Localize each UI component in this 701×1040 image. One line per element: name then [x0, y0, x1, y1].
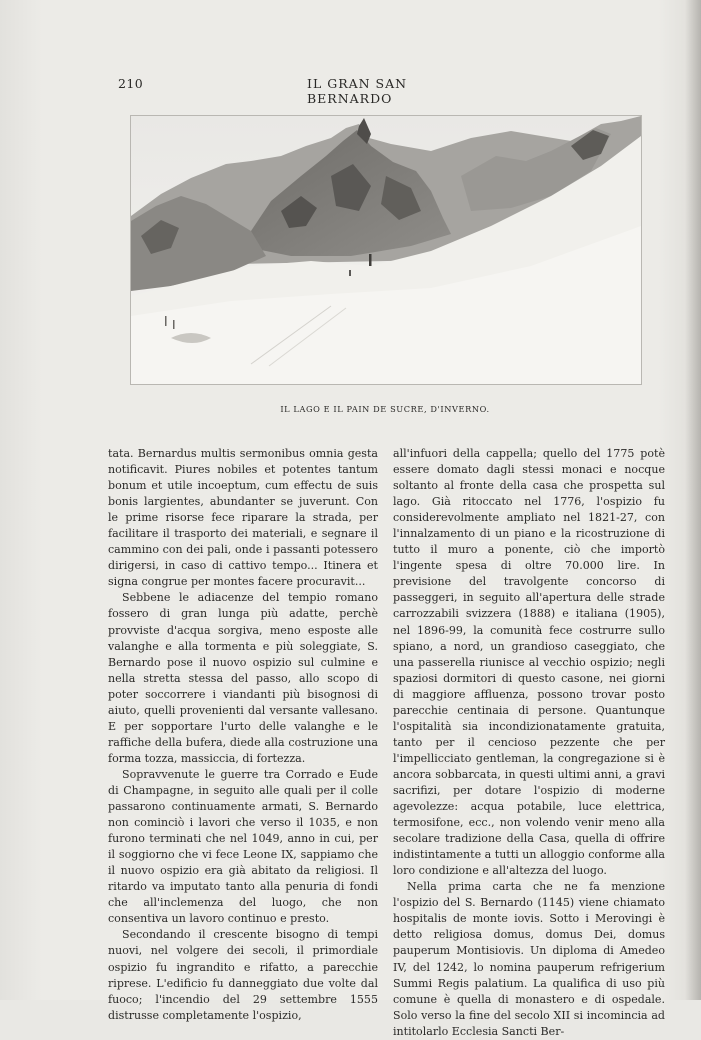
text-column-right — [393, 446, 665, 1040]
figure-caption: IL LAGO E IL PAIN DE SUCRE, D'INVERNO. — [280, 404, 490, 414]
paragraph: Secondando il crescente bisogno di tempi nuovi, nel volgere dei secoli, il primordiale ospizio fu ingrandito e rifatto, a parecchie riprese. L'edificio fu danneggiato due volte dal fuoco; l'incendio del 29 settembre 1555 distrusse completamente l'ospizio, — [108, 928, 378, 1022]
running-head: IL GRAN SAN BERNARDO — [307, 76, 408, 106]
paragraph: Sebbene le adiacenze del tempio romano fossero di gran lunga più adatte, perchè provviste d'acqua sorgiva, meno esposte alle valanghe e alla tormenta e più soleggiate, S. Bernardo pose il nuovo ospizio sul culmine e nella stretta stessa del passo, allo scopo di poter soccorrere i viandanti più bisognosi di aiuto, quelli provenienti dal versante vallesano. E per sopportare l'urto delle valanghe e le raffiche della bufera, diede alla costruzione una forma tozza, massiccia, di fortezza. — [108, 591, 378, 765]
paragraph: tata. Bernardus multis sermonibus omnia gesta notificavit. Piures nobiles et potentes tantum bonum et utile incoeptum, cum effectu de suis bonis largientes, abundanter se juverunt. Con le prime risorse fece riparare la strada, per facilitare il trasporto dei materiali, e segnare il cammino con dei pali, onde i passanti potessero dirigersi, in caso di cattivo tempo... Itinera et signa congrue per montes facere procuravit... — [108, 447, 378, 589]
text-column-left — [108, 446, 378, 1024]
page-header — [118, 76, 463, 106]
paragraph: Sopravvenute le guerre tra Corrado e Eude di Champagne, in seguito alle quali per il colle passarono continuamente armati, S. Bernardo non cominciò i lavori che verso il 1035, e non furono terminati che nel 1049, anno in cui, per il soggiorno che vi fece Leone IX, sappiamo che il nuovo ospizio era già abitato da religiosi. Il ritardo va imputato tanto alla penuria di fondi che all'inclemenza del luogo, che non consentiva un lavoro continuo e presto. — [108, 767, 378, 926]
paragraph: Nella prima carta che ne fa menzione l'ospizio del S. Bernardo (1145) viene chiamato hospitalis de monte iovis. Sotto i Merovingi è detto religiosa domus, domus Dei, domus pauperum Montisiovis. Un diploma di Amedeo IV, del 1242, lo nomina pauperum refrigerium Summi Regis palatium. La qualifica di uso più comune è quella di monastero e di ospedale. Solo verso la fine del secolo XII si incomincia ad intitolarlo Ecclesia Sancti Ber- — [393, 880, 665, 1038]
mountain-photo — [130, 115, 642, 385]
mountain-photo-illustration — [131, 116, 641, 384]
page-number: 210 — [118, 76, 144, 91]
page-edge-shadow — [685, 0, 701, 1000]
paragraph: all'infuori della cappella; quello del 1775 potè essere domato dagli stessi monaci e nocque soltanto al fronte della casa che prospetta sul lago. Già ritoccato nel 1776, l'ospizio fu considerevolmente ampliato nel 1821-27, con l'innalzamento di un piano e la ricostruzione di tutto il muro a ponente, ciò che importò l'ingente spesa di oltre 70.000 lire. In previsione del travolgente concorso di passeggeri, in seguito all'apertura delle strade carrozzabili svizzera (1888) e italiana (1905), nel 1896-99, la comunità fece costrurre sullo spiano, a nord, un grandioso caseggiato, che una passerella riunisce al vecchio ospizio; negli spaziosi dormitori di questo casone, nei giorni di maggiore affluenza, possono trovar posto parecchie centinaia di persone. Quantunque l'ospitalità sia incondizionatamente gratuita, tanto per il cencioso pezzente che per l'impellicciato gentleman, la congregazione si è ancora sobbarcata, in questi ultimi anni, a gravi sacrifizi, per dotare l'ospizio di moderne agevolezze: acqua potabile, luce elettrica, termosifone, ecc., non volendo venir meno alla secolare tradizione della Casa, quella di offrire indistintamente a tutti un alloggio conforme alla loro condizione e all'altezza del luogo. — [393, 447, 665, 878]
